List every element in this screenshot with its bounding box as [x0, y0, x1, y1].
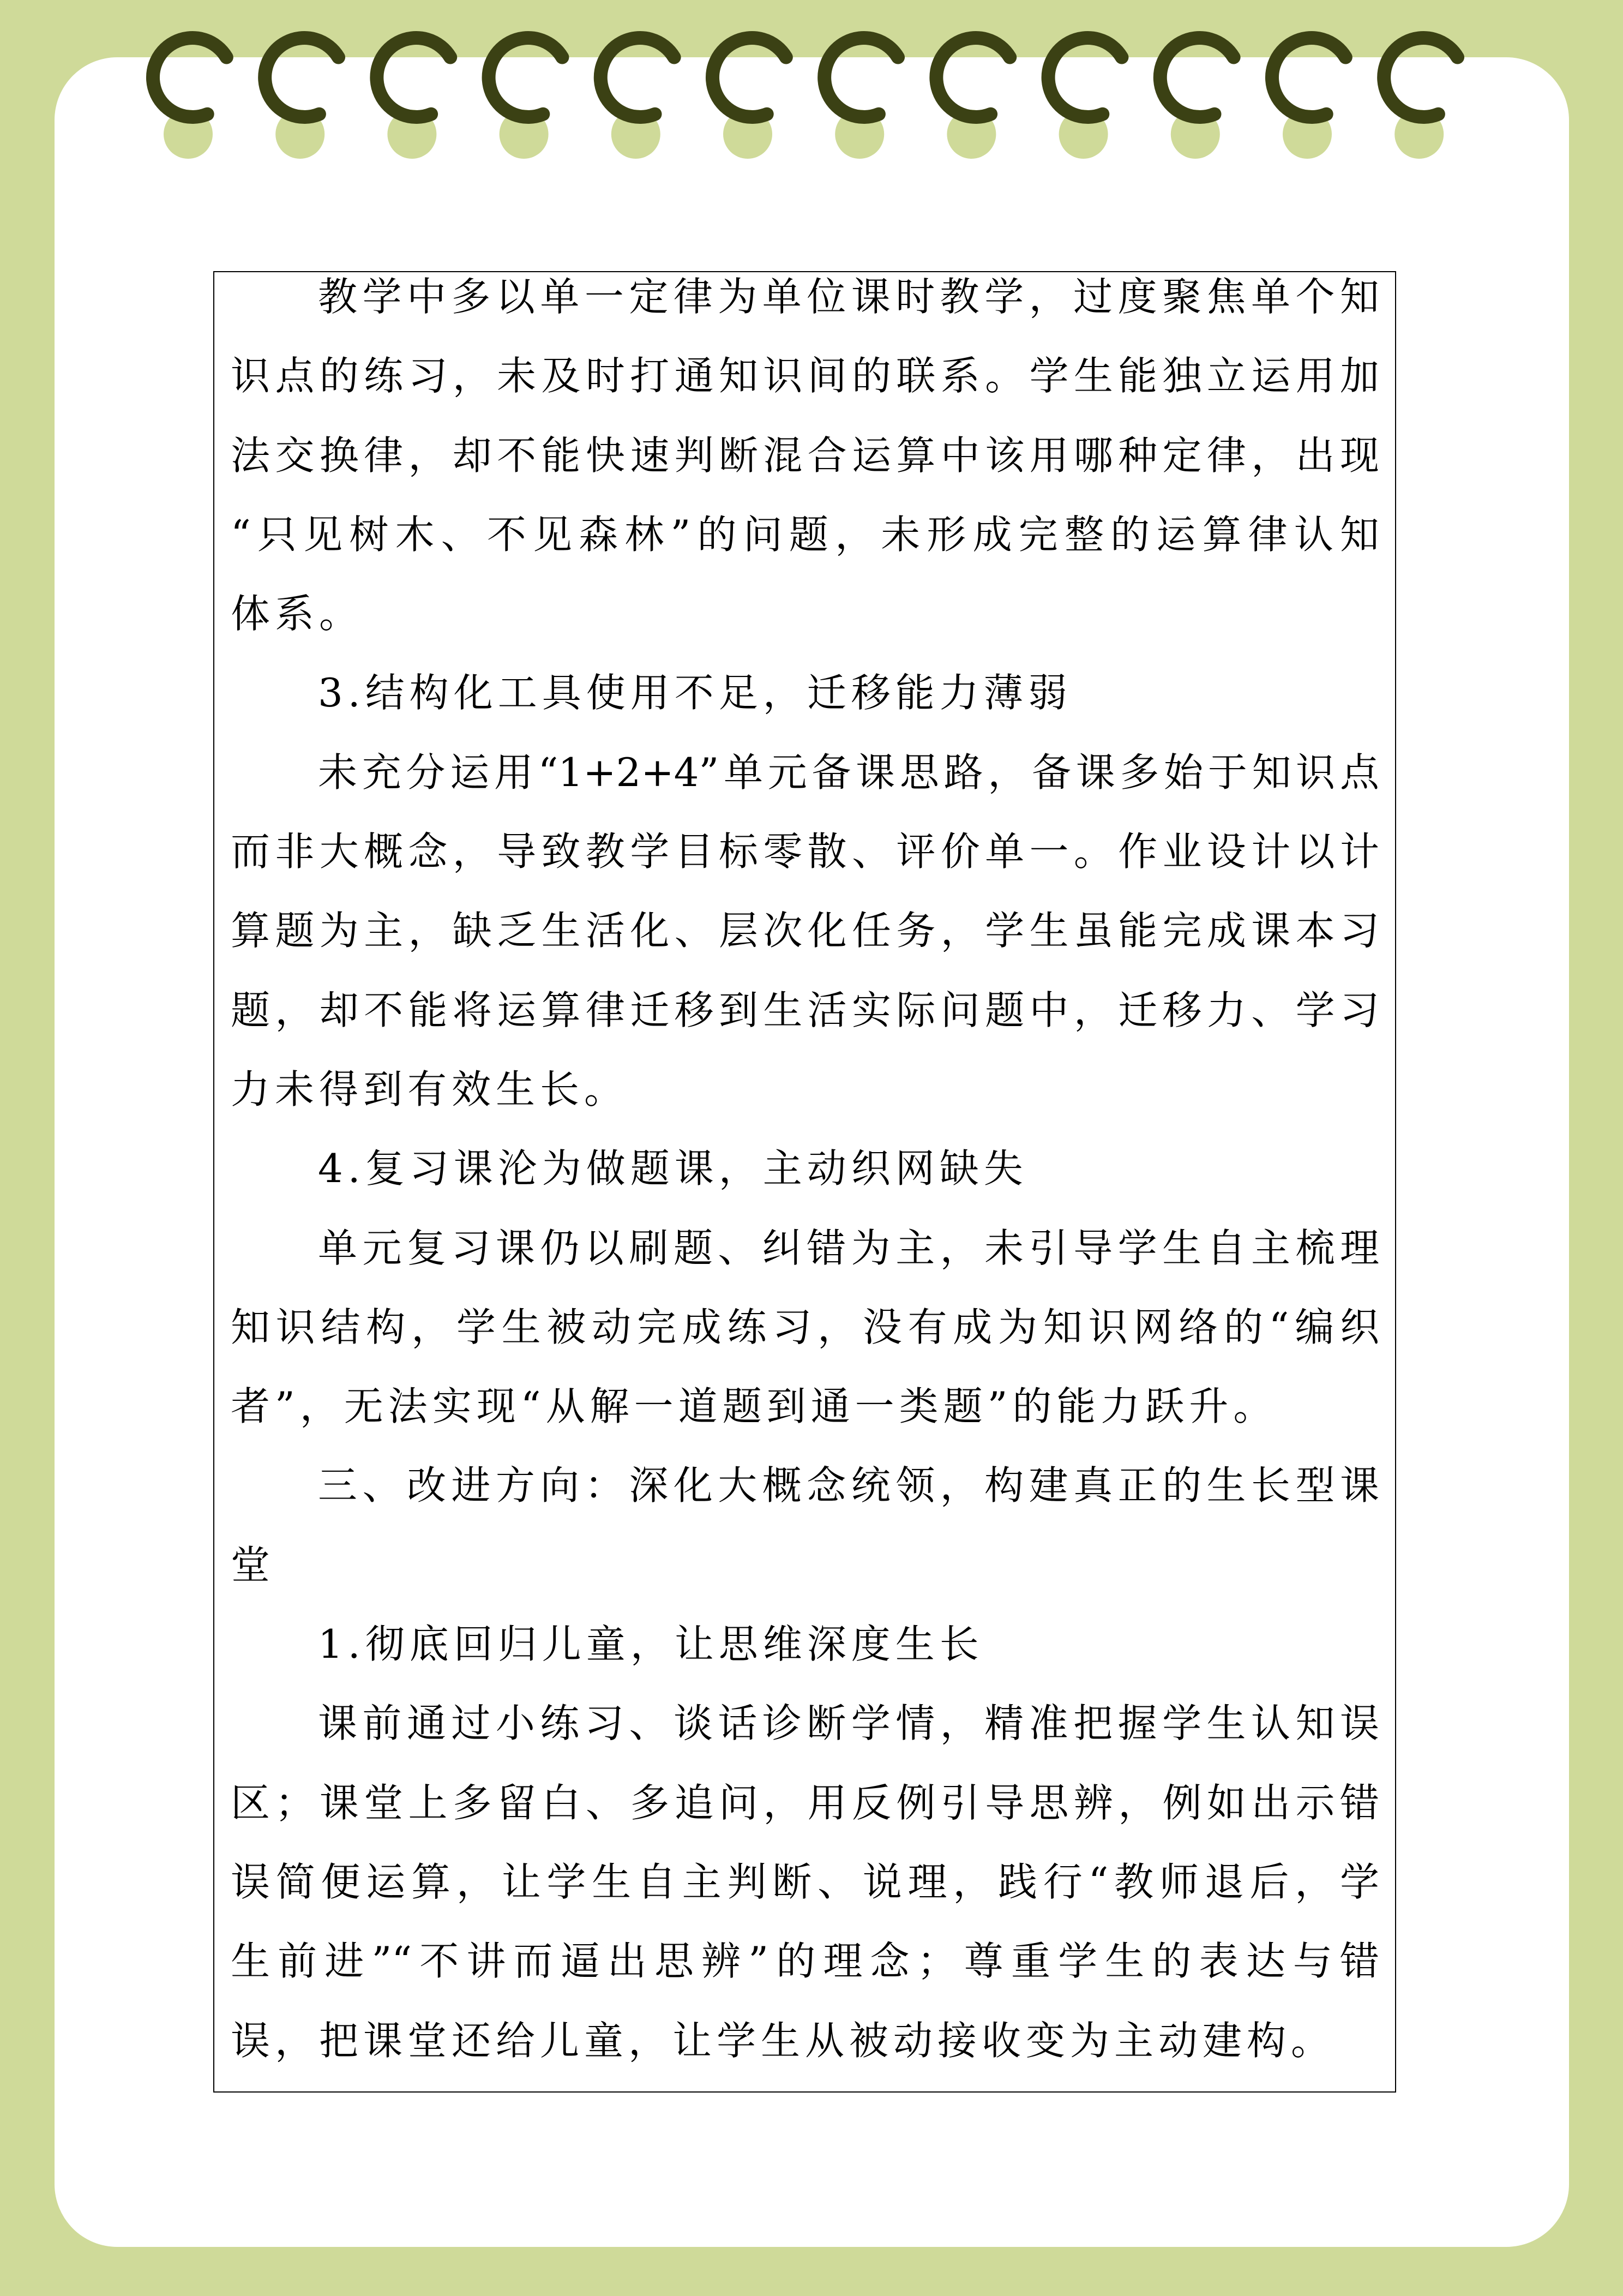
- text-line: 教学中多以单一定律为单位课时教学，过度聚焦单个知: [318, 274, 1379, 320]
- text-line: 未充分运用“1+2+4”单元备课思路，备课多始于知识点: [318, 749, 1379, 795]
- text-line: 生前进”“不讲而逼出思辨”的理念；尊重学生的表达与错: [231, 1938, 1379, 1985]
- text-line: 题，却不能将运算律迁移到生活实际问题中，迁移力、学习: [231, 987, 1379, 1033]
- text-line: 者”，无法实现“从解一道题到通一类题”的能力跃升。: [231, 1383, 1278, 1430]
- text-line: 知识结构，学生被动完成练习，没有成为知识网络的“编织: [231, 1304, 1379, 1350]
- section-heading: 1.彻底回归儿童，让思维深度生长: [318, 1621, 984, 1668]
- text-line: 而非大概念，导致教学目标零散、评价单一。作业设计以计: [231, 829, 1379, 875]
- text-line: 误简便运算，让学生自主判断、说理，践行“教师退后，学: [231, 1859, 1379, 1905]
- text-line: 法交换律，却不能快速判断混合运算中该用哪种定律，出现: [231, 432, 1379, 478]
- text-line: 识点的练习，未及时打通知识间的联系。学生能独立运用加: [231, 353, 1379, 399]
- text-line: 算题为主，缺乏生活化、层次化任务，学生虽能完成课本习: [231, 908, 1379, 954]
- text-line: 体系。: [231, 591, 364, 637]
- section-heading: 3.结构化工具使用不足，迁移能力薄弱: [318, 670, 1072, 716]
- chapter-heading: 堂: [231, 1542, 275, 1588]
- chapter-heading: 三、改进方向：深化大概念统领，构建真正的生长型课: [318, 1462, 1379, 1509]
- text-line: 单元复习课仍以刷题、纠错为主，未引导学生自主梳理: [318, 1225, 1379, 1271]
- section-heading: 4.复习课沦为做题课，主动织网缺失: [318, 1146, 1028, 1192]
- text-line: 课前通过小练习、谈话诊断学情，精准把握学生认知误: [318, 1700, 1379, 1747]
- text-line: “只见树木、不见森林”的问题，未形成完整的运算律认知: [231, 511, 1379, 557]
- document-body: [231, 257, 1379, 2081]
- text-line: 误，把课堂还给儿童，让学生从被动接收变为主动建构。: [231, 2017, 1336, 2064]
- text-line: 区；课堂上多留白、多追问，用反例引导思辨，例如出示错: [231, 1779, 1379, 1826]
- text-line: 力未得到有效生长。: [231, 1066, 629, 1112]
